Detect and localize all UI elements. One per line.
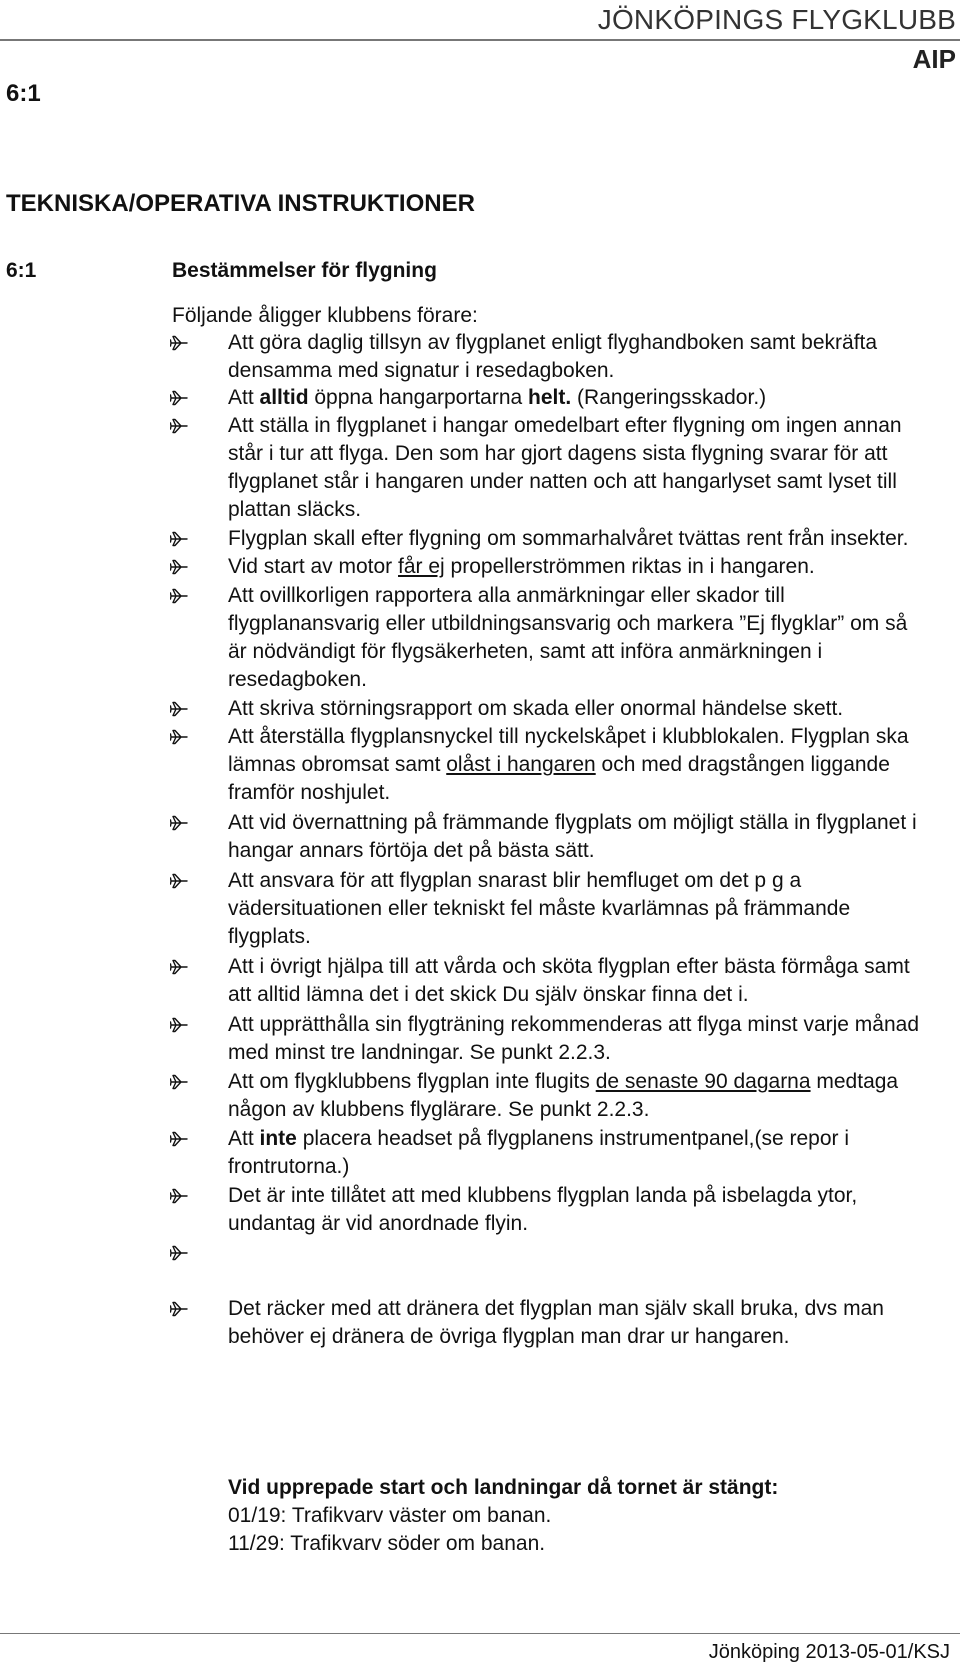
airplane-icon (170, 1068, 190, 1096)
section-number: 6:1 (6, 259, 37, 282)
airplane-icon (170, 329, 190, 357)
list-item (0, 412, 960, 524)
item-text-bold: inte (259, 1127, 297, 1150)
airplane-icon (170, 553, 190, 581)
list-item (0, 723, 960, 807)
airplane-icon (170, 953, 190, 981)
airplane-icon (170, 412, 190, 440)
doc-code: AIP (912, 44, 956, 74)
list-item (0, 809, 960, 865)
item-text: propellerströmmen riktas in i hangaren. (444, 555, 815, 578)
list-item (0, 553, 960, 581)
airplane-icon (170, 525, 190, 553)
list-item (0, 329, 960, 385)
airplane-icon (170, 809, 190, 837)
club-name: JÖNKÖPINGS FLYGKLUBB (597, 4, 956, 35)
list-item (0, 1239, 960, 1267)
airplane-icon (170, 1125, 190, 1153)
footer-text: Jönköping 2013-05-01/KSJ (708, 1641, 950, 1663)
airplane-icon (170, 582, 190, 610)
item-text: Att (228, 386, 260, 409)
list-item (0, 1011, 960, 1067)
airplane-icon (170, 1182, 190, 1210)
closed-tower-line: 11/29: Trafikvarv söder om banan. (228, 1532, 546, 1555)
list-item (0, 582, 960, 694)
item-text: placera headset på flygplanens instrumentpanel,(se repor i frontrutorna.) (228, 1127, 850, 1178)
section-intro: Följande åligger klubbens förare: (172, 304, 478, 327)
airplane-icon (170, 1239, 190, 1267)
list-item (0, 867, 960, 951)
section-heading: Bestämmelser för flygning (172, 259, 437, 282)
item-text: Att ställa in flygplanet i hangar omedelbart efter flygning om ingen annan står i tur att flyga. Den som har gjort dagens sista flygning svarar för att flygplanet står i hangaren under natten och att hangarlyset samt lyset till plattan släcks. (228, 414, 902, 521)
list-item (0, 1068, 960, 1124)
list-item (0, 953, 960, 1009)
airplane-icon (170, 723, 190, 751)
list-item (0, 384, 960, 412)
airplane-icon (170, 867, 190, 895)
item-text: Det är inte tillåtet att med klubbens flygplan landa på isbelagda ytor, undantag är vid anordnade flyin. (228, 1184, 858, 1235)
item-text-underlined: får ej (398, 555, 445, 578)
footer-rule (0, 1633, 960, 1634)
item-text: Att ansvara för att flygplan snarast blir hemfluget om det p g a vädersituationen eller tekniskt fel måste kvarlämnas på främmande flygplats. (228, 869, 851, 948)
item-text: medtaga någon av klubbens flyglärare. Se punkt 2.2.3. (228, 1070, 899, 1121)
closed-tower-line: 01/19: Trafikvarv väster om banan. (228, 1504, 552, 1527)
item-text-bold: helt. (528, 386, 572, 409)
airplane-icon (170, 1295, 190, 1323)
item-text: Att i övrigt hjälpa till att vårda och sköta flygplan efter bästa förmåga samt att alltid lämna det i det skick Du själv önskar finna det i. (228, 955, 910, 1006)
list-item (0, 525, 960, 553)
item-text: Att ovillkorligen rapportera alla anmärkningar eller skador till flygplanansvarig eller utbildningsansvarig och markera ”Ej flygklar” om så är nödvändigt för flygsäkerheten, samt att införa anmärkningen i resedagboken. (228, 584, 908, 691)
airplane-icon (170, 695, 190, 723)
header-section: 6:1 (6, 80, 41, 107)
item-text: Flygplan skall efter flygning om sommarhalvåret tvättas rent från insekter. (228, 527, 909, 550)
item-text: Att upprätthålla sin flygträning rekommenderas att flyga minst varje månad med minst tre landningar. Se punkt 2.2.3. (228, 1013, 920, 1064)
closed-tower-heading: Vid upprepade start och landningar då tornet är stängt: (228, 1476, 779, 1499)
item-text: Att om flygklubbens flygplan inte flugits (228, 1070, 596, 1093)
item-text: öppna hangarportarna (308, 386, 529, 409)
header-rule (0, 39, 960, 41)
item-text: Vid start av motor (228, 555, 399, 578)
instruction-list (0, 331, 960, 1351)
item-text: Det räcker med att dränera det flygplan man själv skall bruka, dvs man behöver ej dränera de övriga flygplan man drar ur hangaren. (228, 1297, 884, 1348)
list-item (0, 1295, 960, 1351)
item-text: (Rangeringsskador.) (571, 386, 767, 409)
list-item (0, 1182, 960, 1238)
list-item (0, 1125, 960, 1181)
item-text: Att återställa flygplansnyckel till nyckelskåpet i klubblokalen. Flygplan ska lämnas obromsat samt (228, 725, 909, 776)
page-title: TEKNISKA/OPERATIVA INSTRUKTIONER (6, 190, 475, 217)
airplane-icon (170, 1011, 190, 1039)
item-text-underlined: de senaste 90 dagarna (595, 1070, 811, 1093)
item-text: och med dragstången liggande framför noshjulet. (228, 753, 890, 804)
item-text-underlined: olåst i hangaren (446, 753, 596, 776)
item-text: Att skriva störningsrapport om skada eller onormal händelse skett. (228, 697, 844, 720)
airplane-icon (170, 384, 190, 412)
item-text: Att vid övernattning på främmande flygplats om möjligt ställa in flygplanet i hangar annars förtöja det på bästa sätt. (228, 811, 917, 862)
list-item (0, 695, 960, 723)
item-text: Att göra daglig tillsyn av flygplanet enligt flyghandboken samt bekräfta densamma med signatur i resedagboken. (228, 331, 878, 382)
closed-tower-block (228, 1474, 778, 1558)
item-text-bold: alltid (259, 386, 309, 409)
item-text: Att (228, 1127, 260, 1150)
